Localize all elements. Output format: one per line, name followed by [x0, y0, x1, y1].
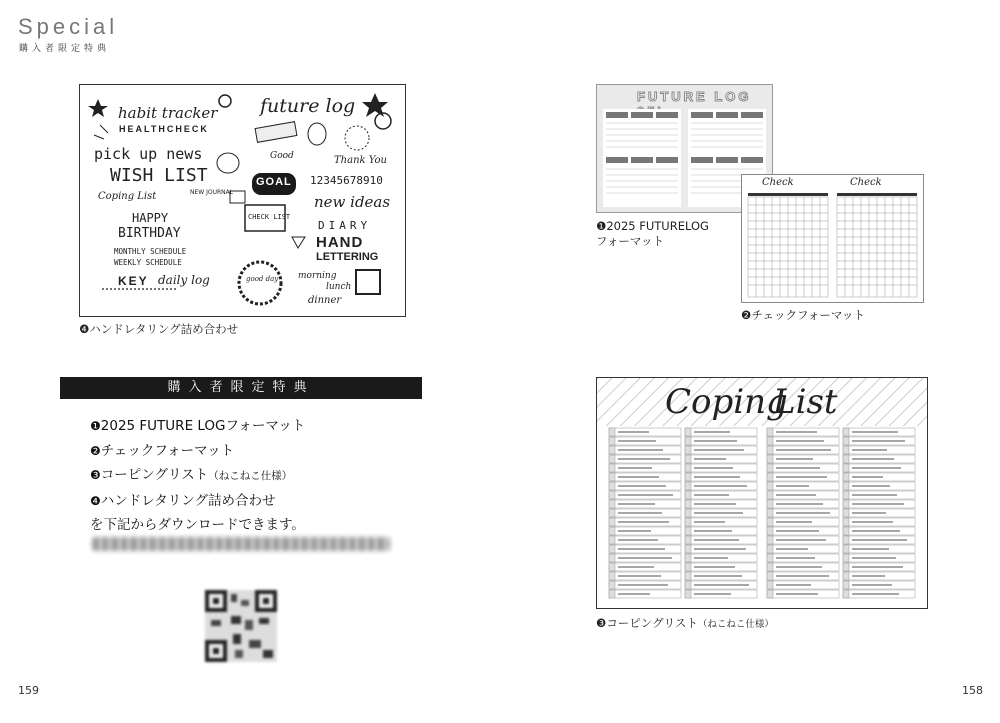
lettering-key: KEY [118, 274, 149, 288]
list-item [90, 439, 305, 464]
coping-row-number-cell [685, 527, 691, 535]
coping-row-number-cell [843, 500, 849, 508]
coping-row-number-cell [609, 464, 615, 472]
page-number-right: 158 [962, 684, 983, 697]
coping-row-number-cell [609, 581, 615, 589]
coping-row-number-cell [843, 518, 849, 526]
coping-row-number-cell [609, 572, 615, 580]
list-text: チェックフォーマット [100, 442, 235, 459]
coping-row-number-cell [767, 455, 773, 463]
coping-row-number-cell [767, 590, 773, 598]
coping-row-number-cell [609, 554, 615, 562]
lettering-good: Good [270, 151, 294, 161]
coping-row-number-cell [843, 545, 849, 553]
future-log-caption [596, 219, 709, 249]
list-number: ❸ [90, 468, 101, 483]
check-script-left: Check [762, 177, 794, 188]
lettering-dinner: dinner [308, 295, 342, 306]
caption-line2: フォーマット [596, 234, 664, 248]
hand-lettering-sheet [79, 84, 406, 317]
coping-row-number-cell [767, 518, 773, 526]
bonus-banner: 購入者限定特典 [60, 377, 422, 399]
coping-row-number-cell [767, 446, 773, 454]
future-log-title: FUTURE LOG [637, 89, 752, 104]
coping-row-number-cell [767, 563, 773, 571]
coping-row-number-cell [767, 581, 773, 589]
list-item [90, 489, 305, 514]
coping-row-number-cell [843, 590, 849, 598]
lettering-habit-tracker: habit tracker [118, 104, 218, 122]
bonus-list [90, 414, 305, 538]
coping-row-number-cell [843, 473, 849, 481]
caption-text: ハンドレタリング詰め合わせ [89, 322, 239, 336]
caption-line1: 2025 FUTURELOG [606, 219, 709, 233]
coping-row-number-cell [767, 536, 773, 544]
coping-row-number-cell [843, 536, 849, 544]
coping-row-number-cell [609, 491, 615, 499]
coping-row-number-cell [685, 590, 691, 598]
coping-row-number-cell [767, 509, 773, 517]
check-grid [742, 175, 923, 302]
coping-row-number-cell [767, 500, 773, 508]
caption-note: （ねこねこ仕様） [697, 619, 774, 630]
coping-row-number-cell [843, 491, 849, 499]
coping-row-number-cell [609, 536, 615, 544]
caption-number: ❶ [596, 219, 607, 233]
download-instruction: を下記からダウンロードできます。 [90, 517, 305, 534]
lettering-happy: HAPPY [132, 211, 169, 225]
coping-row-number-cell [685, 536, 691, 544]
lettering-check-list: CHECK LIST [248, 213, 291, 221]
list-number: ❶ [90, 419, 101, 433]
coping-row-number-cell [685, 572, 691, 580]
coping-row-number-cell [767, 527, 773, 535]
coping-row-number-cell [609, 482, 615, 490]
coping-row-number-cell [609, 500, 615, 508]
qr-code[interactable] [205, 590, 277, 662]
coping-row-number-cell [609, 545, 615, 553]
coping-row-number-cell [685, 500, 691, 508]
coping-row-number-cell [843, 437, 849, 445]
section-subtitle: 購入者限定特典 [19, 44, 111, 54]
lettering-future-log: future log [260, 95, 356, 117]
lettering-birthday: BIRTHDAY [118, 226, 181, 241]
coping-row-number-cell [609, 590, 615, 598]
coping-row-number-cell [843, 581, 849, 589]
caption-number: ❹ [79, 322, 90, 336]
coping-row-number-cell [685, 437, 691, 445]
coping-row-number-cell [685, 446, 691, 454]
lettering-wish-list: WISH LIST [110, 165, 208, 186]
coping-row-number-cell [843, 464, 849, 472]
section-title: Special [18, 14, 119, 39]
coping-row-number-cell [767, 428, 773, 436]
lettering-new-ideas: new ideas [314, 193, 391, 211]
lettering-weekly-schedule: WEEKLY SCHEDULE [114, 258, 182, 267]
coping-row-number-cell [843, 554, 849, 562]
list-number: ❹ [90, 493, 101, 508]
coping-row-number-cell [685, 554, 691, 562]
coping-row-number-cell [767, 572, 773, 580]
coping-row-number-cell [609, 473, 615, 481]
check-format-preview [741, 174, 924, 303]
coping-row-number-cell [685, 464, 691, 472]
coping-row-number-cell [685, 545, 691, 553]
download-url-blurred[interactable] [92, 537, 390, 551]
coping-row-number-cell [609, 527, 615, 535]
coping-row-number-cell [685, 455, 691, 463]
caption-text: チェックフォーマット [751, 308, 865, 322]
coping-row-number-cell [685, 509, 691, 517]
coping-row-number-cell [843, 455, 849, 463]
list-text: ハンドレタリング詰め合わせ [100, 492, 276, 509]
coping-row-number-cell [609, 455, 615, 463]
coping-list-preview [596, 377, 928, 609]
coping-row-number-cell [609, 446, 615, 454]
coping-row-number-cell [767, 464, 773, 472]
coping-title-right: List [773, 382, 838, 422]
coping-row-number-cell [609, 518, 615, 526]
coping-row-number-cell [843, 482, 849, 490]
coping-row-number-cell [609, 509, 615, 517]
coping-row-number-cell [767, 554, 773, 562]
lettering-numbers: 12345678910 [310, 174, 383, 187]
coping-row-number-cell [843, 563, 849, 571]
lettering-diary: DIARY [318, 219, 372, 232]
coping-row-number-cell [767, 545, 773, 553]
list-number: ❷ [90, 443, 101, 458]
coping-row-number-cell [843, 527, 849, 535]
lettering-coping-list: Coping List [98, 191, 157, 202]
coping-row-number-cell [685, 491, 691, 499]
coping-row-number-cell [685, 581, 691, 589]
lettering-healthcheck: HEALTHCHECK [119, 124, 209, 134]
coping-row-number-cell [685, 428, 691, 436]
coping-title-left: Coping [665, 382, 788, 422]
list-item [90, 463, 305, 489]
lettering-good-day: good day [246, 275, 279, 283]
coping-row-number-cell [609, 428, 615, 436]
lettering-pick-up-news: pick up news [94, 145, 203, 163]
lettering-morning: morning [298, 271, 337, 281]
lettering-daily-log: daily log [158, 273, 210, 287]
list-item [90, 414, 305, 439]
caption-number: ❷ [741, 308, 752, 322]
coping-row-number-cell [767, 491, 773, 499]
lettering-hand: HAND [316, 234, 364, 251]
coping-row-number-cell [685, 473, 691, 481]
coping-list-caption [596, 615, 774, 631]
coping-row-number-cell [767, 473, 773, 481]
lettering-goal: GOAL [256, 176, 292, 188]
qr-pattern [205, 590, 277, 662]
list-text: 2025 FUTURE LOGフォーマット [100, 418, 306, 434]
lettering-lunch: lunch [326, 282, 352, 292]
caption-text: コーピングリスト [606, 616, 698, 630]
list-text: コーピングリスト [100, 467, 209, 484]
hand-lettering-caption [79, 321, 238, 337]
coping-row-number-cell [685, 518, 691, 526]
lettering-thank-you: Thank You [334, 155, 387, 166]
coping-row-number-cell [609, 563, 615, 571]
coping-row-number-cell [843, 572, 849, 580]
coping-row-number-cell [767, 437, 773, 445]
coping-row-number-cell [685, 482, 691, 490]
lettering-lettering: LETTERING [316, 251, 379, 263]
check-format-caption [741, 307, 865, 323]
coping-row-number-cell [767, 482, 773, 490]
coping-row-number-cell [843, 509, 849, 517]
coping-row-number-cell [843, 446, 849, 454]
coping-row-number-cell [843, 428, 849, 436]
caption-number: ❸ [596, 616, 607, 630]
coping-row-number-cell [609, 437, 615, 445]
page-number-left: 159 [18, 684, 39, 697]
check-script-right: Check [850, 177, 882, 188]
lettering-monthly-schedule: MONTHLY SCHEDULE [114, 247, 187, 256]
list-note: （ねこねこ仕様） [208, 470, 293, 483]
lettering-new-journal: NEW JOURNAL [190, 189, 234, 196]
coping-row-number-cell [685, 563, 691, 571]
